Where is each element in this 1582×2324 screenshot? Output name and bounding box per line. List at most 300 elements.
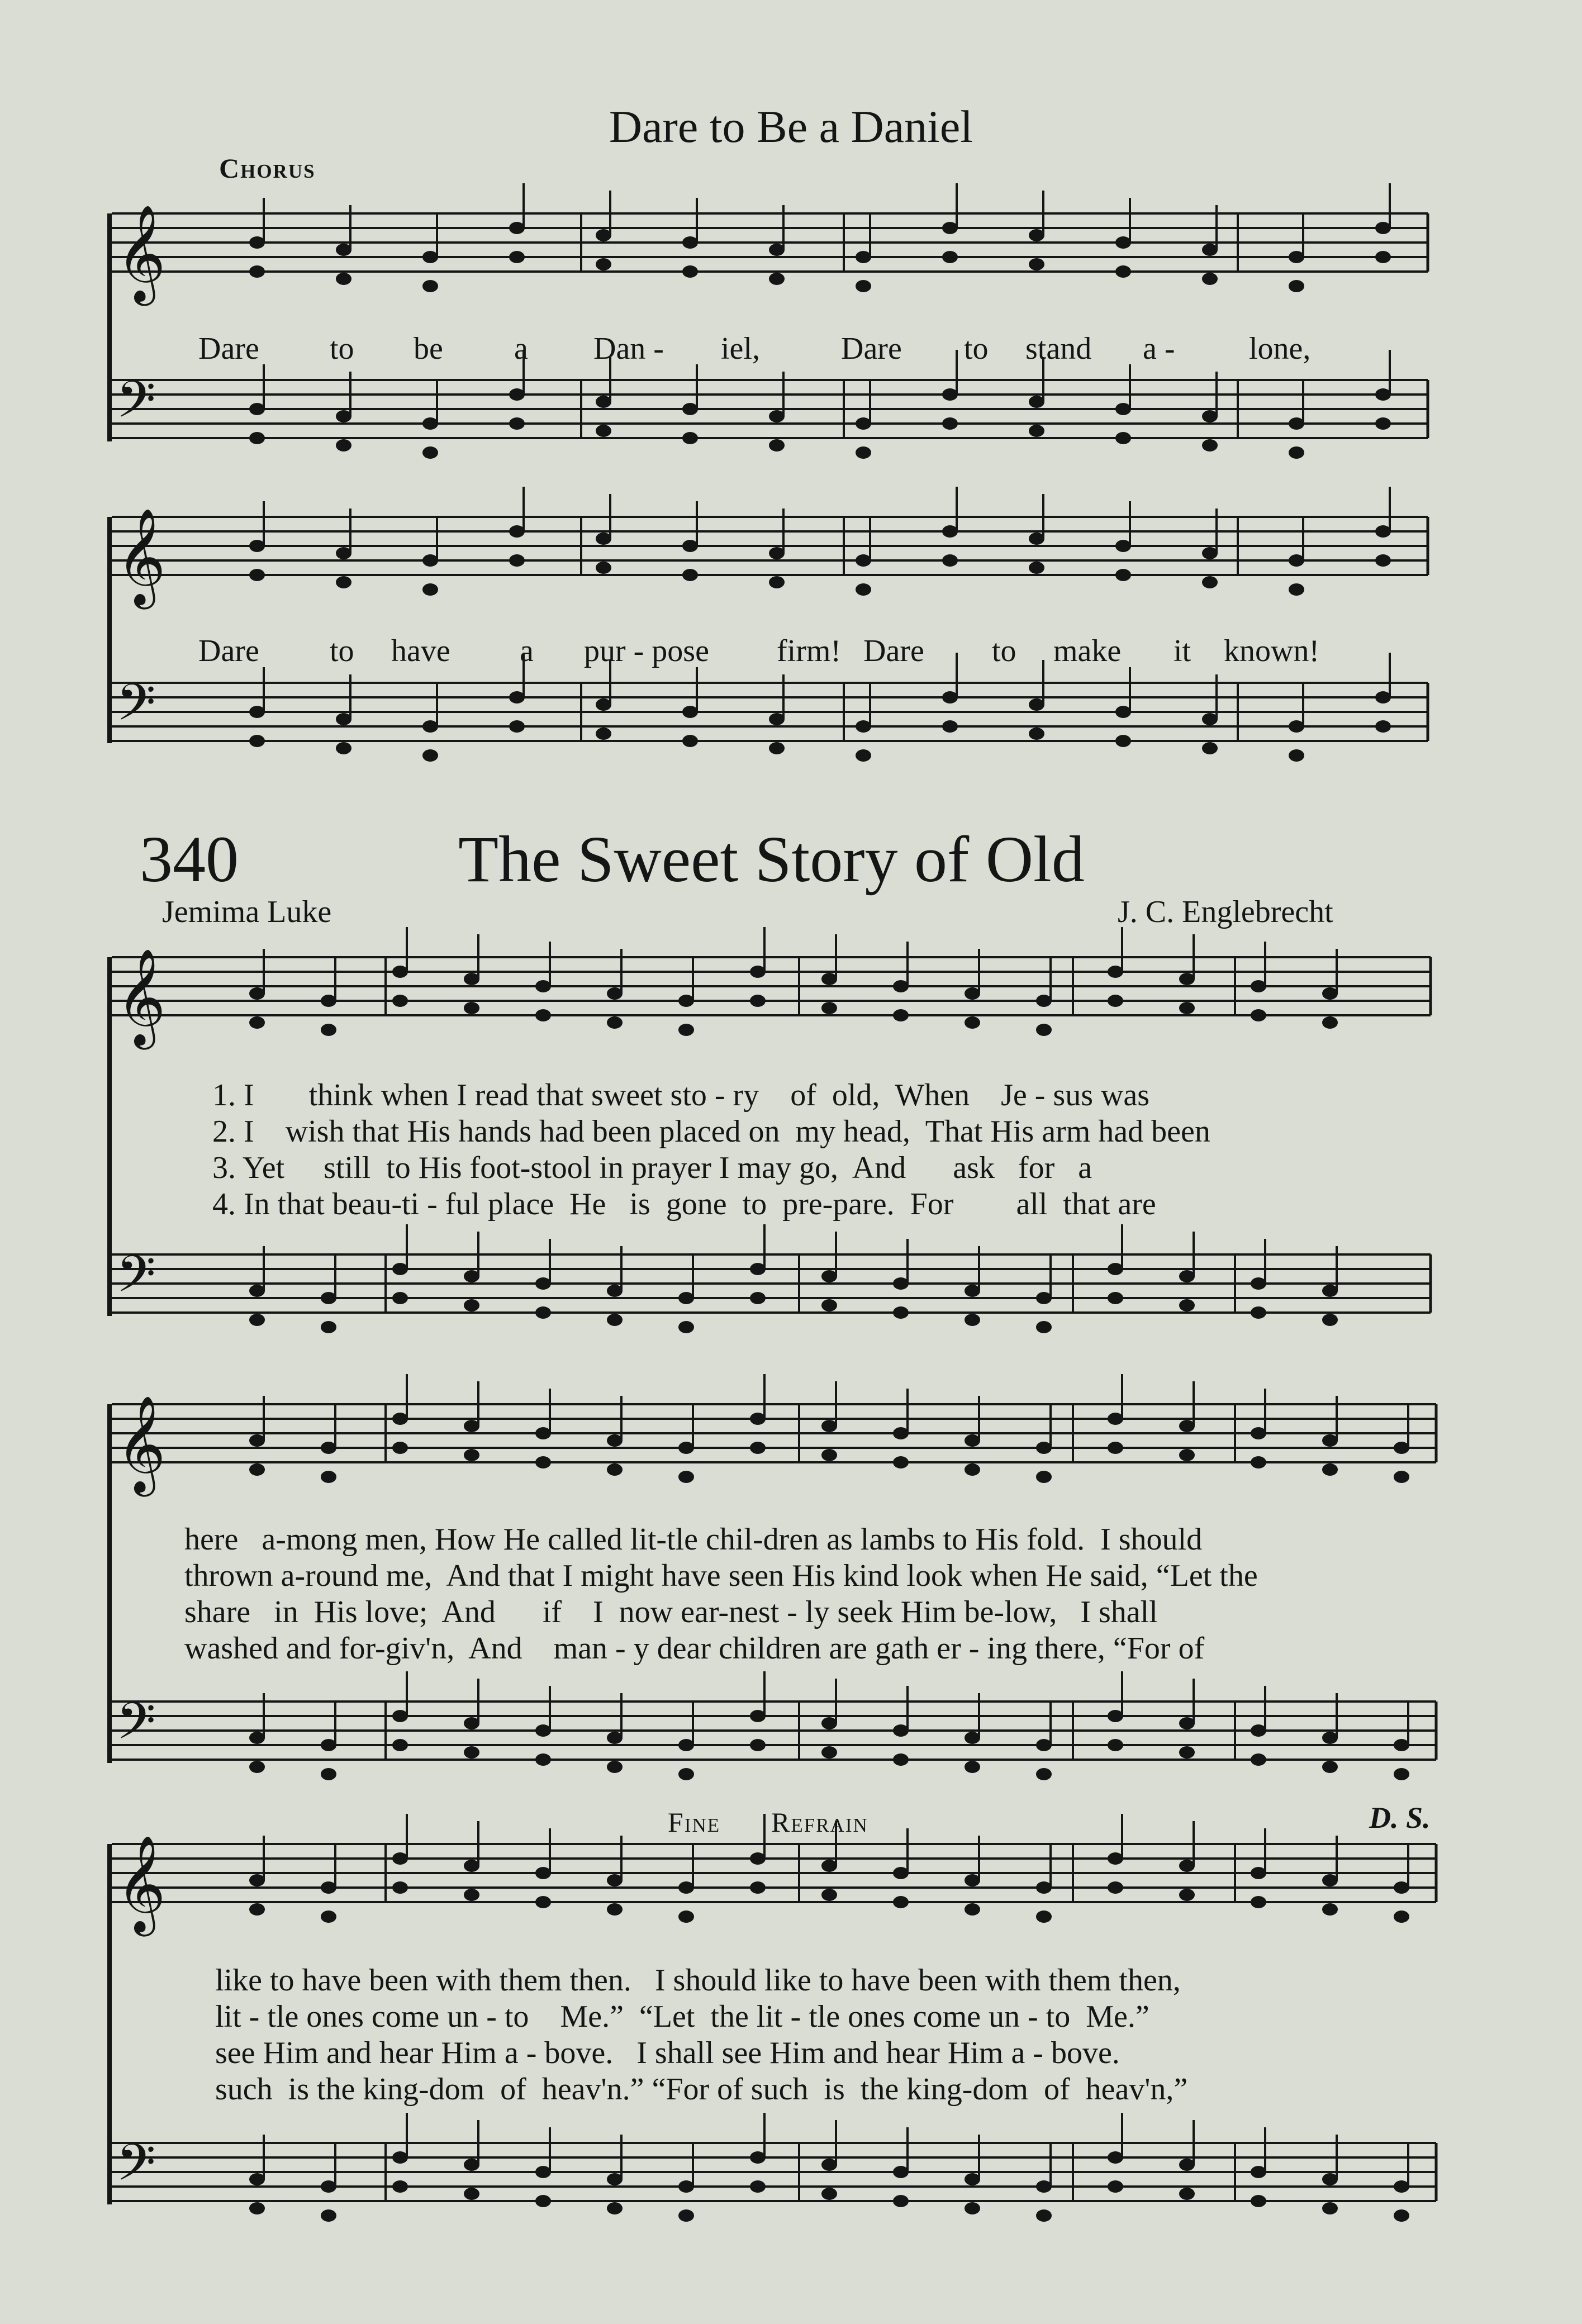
music-composer: J. C. Englebrecht (1118, 895, 1333, 929)
note-head (893, 1427, 909, 1439)
note-head (321, 1768, 336, 1780)
note-head (750, 1881, 766, 1894)
note-head (1029, 728, 1044, 740)
note-head (1394, 1881, 1409, 1894)
note-head (249, 1761, 265, 1773)
note-head (535, 1896, 551, 1908)
note-head (856, 446, 871, 459)
note-head (942, 222, 958, 234)
note-head (1036, 1321, 1052, 1333)
note-head (769, 742, 785, 754)
note-head (1322, 1761, 1338, 1773)
verse-line: see Him and hear Him a - bove. I shall see Him and hear Him a - bove. (215, 2036, 1120, 2070)
note-head (893, 980, 909, 992)
verse-line: 2. I wish that His hands had been placed on my head, That His arm had been (212, 1114, 1210, 1149)
note-head (392, 1292, 408, 1304)
note-head (1289, 720, 1304, 733)
note-head (1115, 432, 1131, 444)
note-head (821, 1270, 837, 1282)
note-head (821, 973, 837, 985)
note-head (682, 403, 698, 415)
note-head (769, 547, 785, 559)
note-head (249, 706, 265, 718)
note-head (1115, 265, 1131, 278)
note-head (336, 713, 351, 725)
note-head (942, 525, 958, 538)
note-head (1179, 1449, 1195, 1461)
note-head (1394, 2180, 1409, 2193)
note-head (1394, 1768, 1409, 1780)
note-head (535, 1724, 551, 1737)
note-head (1179, 973, 1195, 985)
note-head (965, 1761, 980, 1773)
note-head (769, 273, 785, 285)
note-head (535, 2166, 551, 2178)
note-head (464, 1860, 479, 1872)
note-head (1202, 273, 1218, 285)
note-head (392, 1852, 408, 1865)
hymn2-title: The Sweet Story of Old (458, 823, 1085, 896)
note-head (1202, 244, 1218, 256)
bass-clef-icon: 𝄢 (116, 673, 156, 744)
note-head (1108, 995, 1123, 1007)
note-head (1108, 1292, 1123, 1304)
note-head (965, 2202, 980, 2214)
note-head (392, 1442, 408, 1454)
note-head (1202, 410, 1218, 422)
note-head (893, 1724, 909, 1737)
note-head (464, 1002, 479, 1014)
note-head (1251, 1306, 1266, 1319)
verse-line: washed and for-giv'n, And man - y dear children are gath er - ing there, “For of (184, 1631, 1205, 1666)
note-head (1179, 1889, 1195, 1901)
note-head (1289, 251, 1304, 263)
note-head (821, 1889, 837, 1901)
note-head (1322, 987, 1338, 1000)
lyric-word: pur - pose (584, 634, 709, 668)
note-head (607, 1874, 623, 1886)
note-head (392, 1263, 408, 1275)
note-head (678, 2209, 694, 2222)
note-head (1322, 1463, 1338, 1476)
bass-clef-icon: 𝄢 (116, 1691, 156, 1763)
note-head (1029, 698, 1044, 711)
note-head (1394, 2209, 1409, 2222)
chorus-label: Chorus (219, 153, 316, 184)
note-head (336, 547, 351, 559)
verse-line: lit - tle ones come un - to Me.” “Let the lit - tle ones come un - to Me.” (215, 1999, 1149, 2034)
note-head (509, 691, 525, 704)
verse-line: 3. Yet still to His foot-stool in prayer I may go, And ask for a (212, 1151, 1092, 1185)
note-head (535, 1277, 551, 1290)
note-head (1202, 547, 1218, 559)
note-head (1251, 1753, 1266, 1766)
note-head (1375, 525, 1391, 538)
note-head (1322, 1016, 1338, 1029)
note-head (321, 1881, 336, 1894)
note-head (422, 720, 438, 733)
note-head (1115, 540, 1131, 552)
fine-mark: Fine (668, 1807, 721, 1838)
note-head (1251, 2166, 1266, 2178)
note-head (769, 439, 785, 452)
note-head (965, 2173, 980, 2185)
note-head (1179, 2159, 1195, 2171)
note-head (509, 720, 525, 733)
note-head (336, 439, 351, 452)
note-head (1251, 1896, 1266, 1908)
note-head (1179, 2188, 1195, 2200)
verse-line: like to have been with them then. I should like to have been with them then, (215, 1963, 1181, 1998)
note-head (1322, 1285, 1338, 1297)
note-head (249, 432, 265, 444)
note-head (321, 2180, 336, 2193)
note-head (965, 1463, 980, 1476)
note-head (464, 1270, 479, 1282)
lyric-word: Dare (198, 331, 259, 366)
note-head (678, 1292, 694, 1304)
note-head (1322, 1874, 1338, 1886)
note-head (1251, 2195, 1266, 2207)
note-head (750, 966, 766, 978)
note-head (1394, 1739, 1409, 1751)
note-head (856, 583, 871, 596)
note-head (1179, 1717, 1195, 1729)
note-head (678, 1321, 694, 1333)
note-head (678, 1910, 694, 1923)
note-head (856, 417, 871, 430)
note-head (1036, 1881, 1052, 1894)
verse-line: such is the king-dom of heav'n.” “For of such is the king-dom of heav'n,” (215, 2072, 1188, 2107)
treble-clef-icon: 𝄞 (116, 508, 166, 605)
note-head (750, 1852, 766, 1865)
note-head (249, 1314, 265, 1326)
note-head (249, 540, 265, 552)
note-head (750, 1739, 766, 1751)
lyric-word: iel, (721, 331, 760, 366)
note-head (535, 2195, 551, 2207)
note-head (1202, 742, 1218, 754)
note-head (1029, 425, 1044, 437)
note-head (678, 995, 694, 1007)
note-head (1108, 1710, 1123, 1722)
note-head (678, 2180, 694, 2193)
note-head (965, 1903, 980, 1916)
verse-line: here a-mong men, How He called lit-tle chil-dren as lambs to His fold. I should (184, 1522, 1203, 1557)
note-head (1375, 720, 1391, 733)
lyric-word: Dare (841, 331, 902, 366)
note-head (965, 1434, 980, 1447)
note-head (1036, 1471, 1052, 1483)
note-head (1322, 1314, 1338, 1326)
note-head (1322, 1732, 1338, 1744)
note-head (596, 533, 611, 545)
note-head (1251, 1009, 1266, 1021)
note-head (249, 2202, 265, 2214)
note-head (965, 1016, 980, 1029)
note-head (1108, 1881, 1123, 1894)
note-head (1036, 1292, 1052, 1304)
note-head (893, 1867, 909, 1879)
note-head (607, 987, 623, 1000)
note-head (321, 1024, 336, 1036)
bass-clef-icon: 𝄢 (116, 2133, 156, 2204)
note-head (678, 1768, 694, 1780)
verse-line: 1. I think when I read that sweet sto - ry of old, When Je - sus was (212, 1078, 1150, 1113)
lyric-word: have (391, 634, 450, 668)
note-head (249, 1016, 265, 1029)
note-head (1394, 1442, 1409, 1454)
note-head (1108, 2151, 1123, 2164)
treble-clef-icon: 𝄞 (116, 1395, 166, 1493)
note-head (942, 251, 958, 263)
lyric-word: lone, (1249, 331, 1311, 366)
note-head (422, 554, 438, 567)
note-head (769, 410, 785, 422)
note-head (535, 1456, 551, 1468)
bass-clef-icon: 𝄢 (116, 1244, 156, 1316)
note-head (607, 1314, 623, 1326)
lyric-word: Dare (863, 634, 924, 668)
note-head (856, 554, 871, 567)
note-head (1029, 396, 1044, 408)
note-head (509, 525, 525, 538)
treble-clef-icon: 𝄞 (116, 205, 166, 302)
note-head (893, 1896, 909, 1908)
note-head (464, 1889, 479, 1901)
note-head (464, 2188, 479, 2200)
note-head (1375, 691, 1391, 704)
ds-mark: D. S. (1369, 1801, 1431, 1835)
hymn1-title: Dare to Be a Daniel (609, 101, 973, 152)
note-head (750, 1292, 766, 1304)
note-head (596, 425, 611, 437)
note-head (1375, 554, 1391, 567)
note-head (1108, 966, 1123, 978)
note-head (392, 1413, 408, 1425)
note-head (821, 1002, 837, 1014)
note-head (893, 1753, 909, 1766)
note-head (321, 1910, 336, 1923)
note-head (1036, 1910, 1052, 1923)
note-head (392, 2151, 408, 2164)
note-head (249, 1732, 265, 1744)
note-head (509, 388, 525, 401)
note-head (856, 280, 871, 292)
note-head (1108, 1852, 1123, 1865)
lyric-word: to (964, 331, 989, 366)
note-head (678, 1739, 694, 1751)
note-head (321, 1442, 336, 1454)
verse-line: thrown a-round me, And that I might have seen His kind look when He said, “Let the (184, 1558, 1258, 1593)
note-head (682, 735, 698, 747)
note-head (1115, 403, 1131, 415)
note-head (1289, 554, 1304, 567)
note-head (682, 265, 698, 278)
note-head (1375, 417, 1391, 430)
note-head (509, 554, 525, 567)
note-head (596, 396, 611, 408)
note-head (678, 1024, 694, 1036)
note-head (1394, 1910, 1409, 1923)
note-head (607, 1463, 623, 1476)
note-head (422, 583, 438, 596)
note-head (422, 251, 438, 263)
note-head (1251, 1427, 1266, 1439)
note-head (392, 995, 408, 1007)
note-head (1289, 280, 1304, 292)
note-head (1036, 1768, 1052, 1780)
note-head (750, 1263, 766, 1275)
note-head (750, 2180, 766, 2193)
note-head (392, 1881, 408, 1894)
lyric-word: stand (1025, 331, 1092, 366)
note-head (769, 576, 785, 588)
note-head (464, 1746, 479, 1759)
note-head (1115, 569, 1131, 581)
note-head (1289, 749, 1304, 762)
note-head (821, 1299, 837, 1311)
note-head (535, 980, 551, 992)
note-head (750, 1710, 766, 1722)
note-head (249, 1903, 265, 1916)
note-head (607, 1434, 623, 1447)
note-head (607, 1903, 623, 1916)
note-head (607, 1732, 623, 1744)
note-head (750, 1413, 766, 1425)
verse-line: share in His love; And if I now ear-nest - ly seek Him be-low, I shall (184, 1595, 1158, 1629)
note-head (1179, 1746, 1195, 1759)
note-head (856, 251, 871, 263)
note-head (856, 720, 871, 733)
note-head (821, 1746, 837, 1759)
hymn-number: 340 (140, 823, 239, 896)
note-head (1115, 706, 1131, 718)
note-head (535, 1867, 551, 1879)
lyric-word: it (1174, 634, 1191, 668)
note-head (1108, 1739, 1123, 1751)
note-head (1108, 1442, 1123, 1454)
note-head (821, 1420, 837, 1432)
note-head (1375, 388, 1391, 401)
lyric-word: a - (1143, 331, 1175, 366)
note-head (750, 2151, 766, 2164)
treble-clef-icon: 𝄞 (116, 948, 166, 1045)
note-head (1179, 1860, 1195, 1872)
note-head (336, 244, 351, 256)
note-head (965, 1732, 980, 1744)
note-head (1115, 735, 1131, 747)
note-head (607, 2173, 623, 2185)
note-head (509, 417, 525, 430)
note-head (1029, 229, 1044, 241)
note-head (464, 2159, 479, 2171)
note-head (769, 713, 785, 725)
note-head (535, 1427, 551, 1439)
note-head (422, 446, 438, 459)
note-head (942, 388, 958, 401)
note-head (1179, 1420, 1195, 1432)
note-head (392, 2180, 408, 2193)
note-head (682, 540, 698, 552)
note-head (1251, 1724, 1266, 1737)
note-head (321, 1739, 336, 1751)
note-head (336, 273, 351, 285)
note-head (1202, 576, 1218, 588)
note-head (464, 1449, 479, 1461)
note-head (821, 1717, 837, 1729)
note-head (965, 1285, 980, 1297)
note-head (249, 569, 265, 581)
note-head (942, 720, 958, 733)
lyric-word: to (330, 331, 354, 366)
note-head (1179, 1270, 1195, 1282)
note-head (1029, 258, 1044, 270)
note-head (607, 2202, 623, 2214)
note-head (535, 1753, 551, 1766)
note-head (1179, 1002, 1195, 1014)
note-head (1029, 562, 1044, 574)
note-head (942, 691, 958, 704)
note-head (678, 1442, 694, 1454)
note-head (249, 1285, 265, 1297)
note-head (464, 1717, 479, 1729)
note-head (607, 1285, 623, 1297)
note-head (596, 258, 611, 270)
note-head (422, 749, 438, 762)
note-head (336, 742, 351, 754)
lyric-word: Dare (198, 634, 259, 668)
note-head (965, 1314, 980, 1326)
note-head (392, 1739, 408, 1751)
refrain-mark: Refrain (771, 1807, 868, 1838)
note-head (1115, 236, 1131, 249)
note-head (249, 1434, 265, 1447)
note-head (893, 1009, 909, 1021)
note-head (1036, 1024, 1052, 1036)
note-head (509, 222, 525, 234)
note-head (596, 698, 611, 711)
note-head (1375, 251, 1391, 263)
note-head (942, 417, 958, 430)
note-head (1289, 446, 1304, 459)
note-head (682, 236, 698, 249)
note-head (336, 576, 351, 588)
note-head (821, 1449, 837, 1461)
note-head (596, 728, 611, 740)
note-head (1108, 1413, 1123, 1425)
note-head (321, 2209, 336, 2222)
note-head (249, 1874, 265, 1886)
verse-line: 4. In that beau-ti - ful place He is gone to pre-pare. For all that are (212, 1187, 1156, 1222)
note-head (1036, 2209, 1052, 2222)
note-head (893, 1306, 909, 1319)
note-head (422, 280, 438, 292)
note-head (1394, 1471, 1409, 1483)
lyric-word: firm! (777, 634, 842, 668)
note-head (249, 987, 265, 1000)
note-head (535, 1009, 551, 1021)
note-head (249, 236, 265, 249)
note-head (1322, 2202, 1338, 2214)
note-head (678, 1471, 694, 1483)
lyric-word: make (1053, 634, 1122, 668)
note-head (392, 1710, 408, 1722)
note-head (1036, 1442, 1052, 1454)
lyric-word: a (514, 331, 528, 366)
note-head (1375, 222, 1391, 234)
note-head (821, 2188, 837, 2200)
